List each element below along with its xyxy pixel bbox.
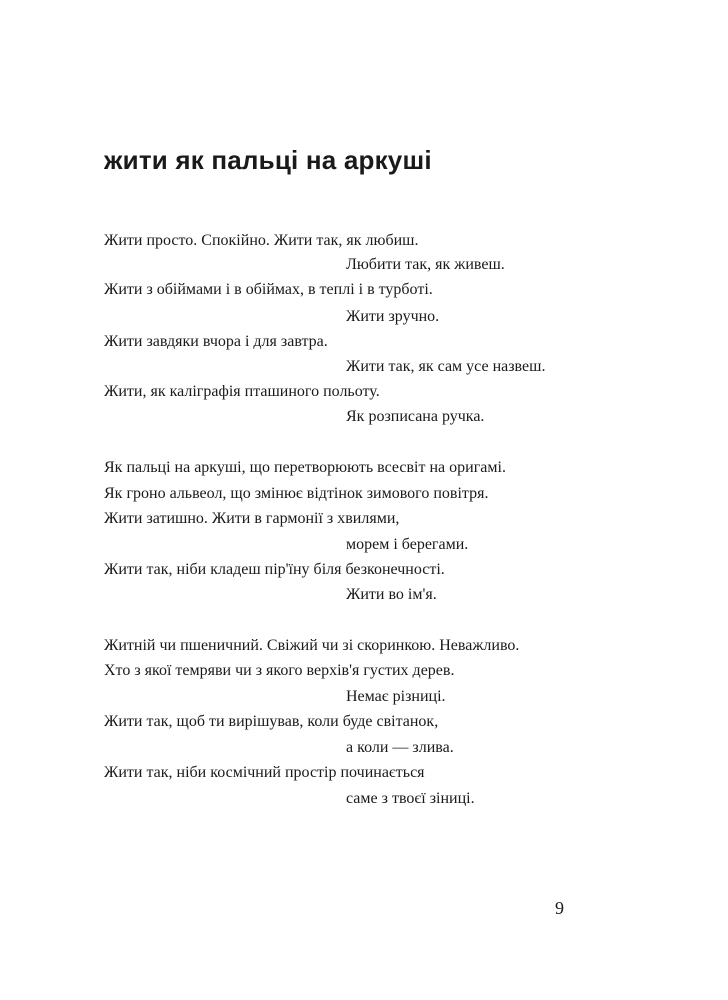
poem-line: Жити так, ніби кладеш пір'їну біля безконечності.: [104, 561, 445, 578]
poem-line: Жити так, щоб ти вирішував, коли буде світанок,: [104, 713, 439, 730]
poem-line: Як пальці на аркуші, що перетворюють всесвіт на оригамі.: [104, 459, 506, 476]
poem-line: Житній чи пшеничний. Свіжий чи зі скоринкою. Неважливо.: [104, 637, 520, 654]
poem-line: Жити з обіймами і в обіймах, в теплі і в турботі.: [104, 281, 433, 298]
poem-line: Як гроно альвеол, що змінює відтінок зимового повітря.: [104, 485, 489, 502]
poem-line: Немає різниці.: [346, 688, 446, 705]
poem-line: Жити зручно.: [346, 308, 440, 325]
poem-line: саме з твоєї зіниці.: [346, 790, 475, 807]
poem-title: жити як пальці на аркуші: [104, 145, 432, 175]
page-number: 9: [555, 898, 564, 918]
poem-line: Жити просто. Спокійно. Жити так, як любиш.: [104, 232, 419, 249]
poem-line: Жити, як каліграфія пташиного польоту.: [104, 383, 380, 400]
poem-line: Жити так, ніби космічний простір починається: [104, 764, 425, 781]
poem-line: Хто з якої темряви чи з якого верхів'я густих дерев.: [104, 662, 455, 679]
poem-line: а коли — злива.: [346, 739, 454, 756]
poem-line: Жити во ім'я.: [346, 586, 437, 603]
poem-line: Любити так, як живеш.: [346, 256, 505, 273]
poem-line: морем і берегами.: [346, 536, 469, 553]
poem-line: Жити завдяки вчора і для завтра.: [104, 333, 328, 350]
poem-line: Як розписана ручка.: [346, 408, 485, 425]
poem-line: Жити затишно. Жити в гармонії з хвилями,: [104, 510, 400, 527]
poem-line: Жити так, як сам усе назвеш.: [346, 358, 546, 375]
